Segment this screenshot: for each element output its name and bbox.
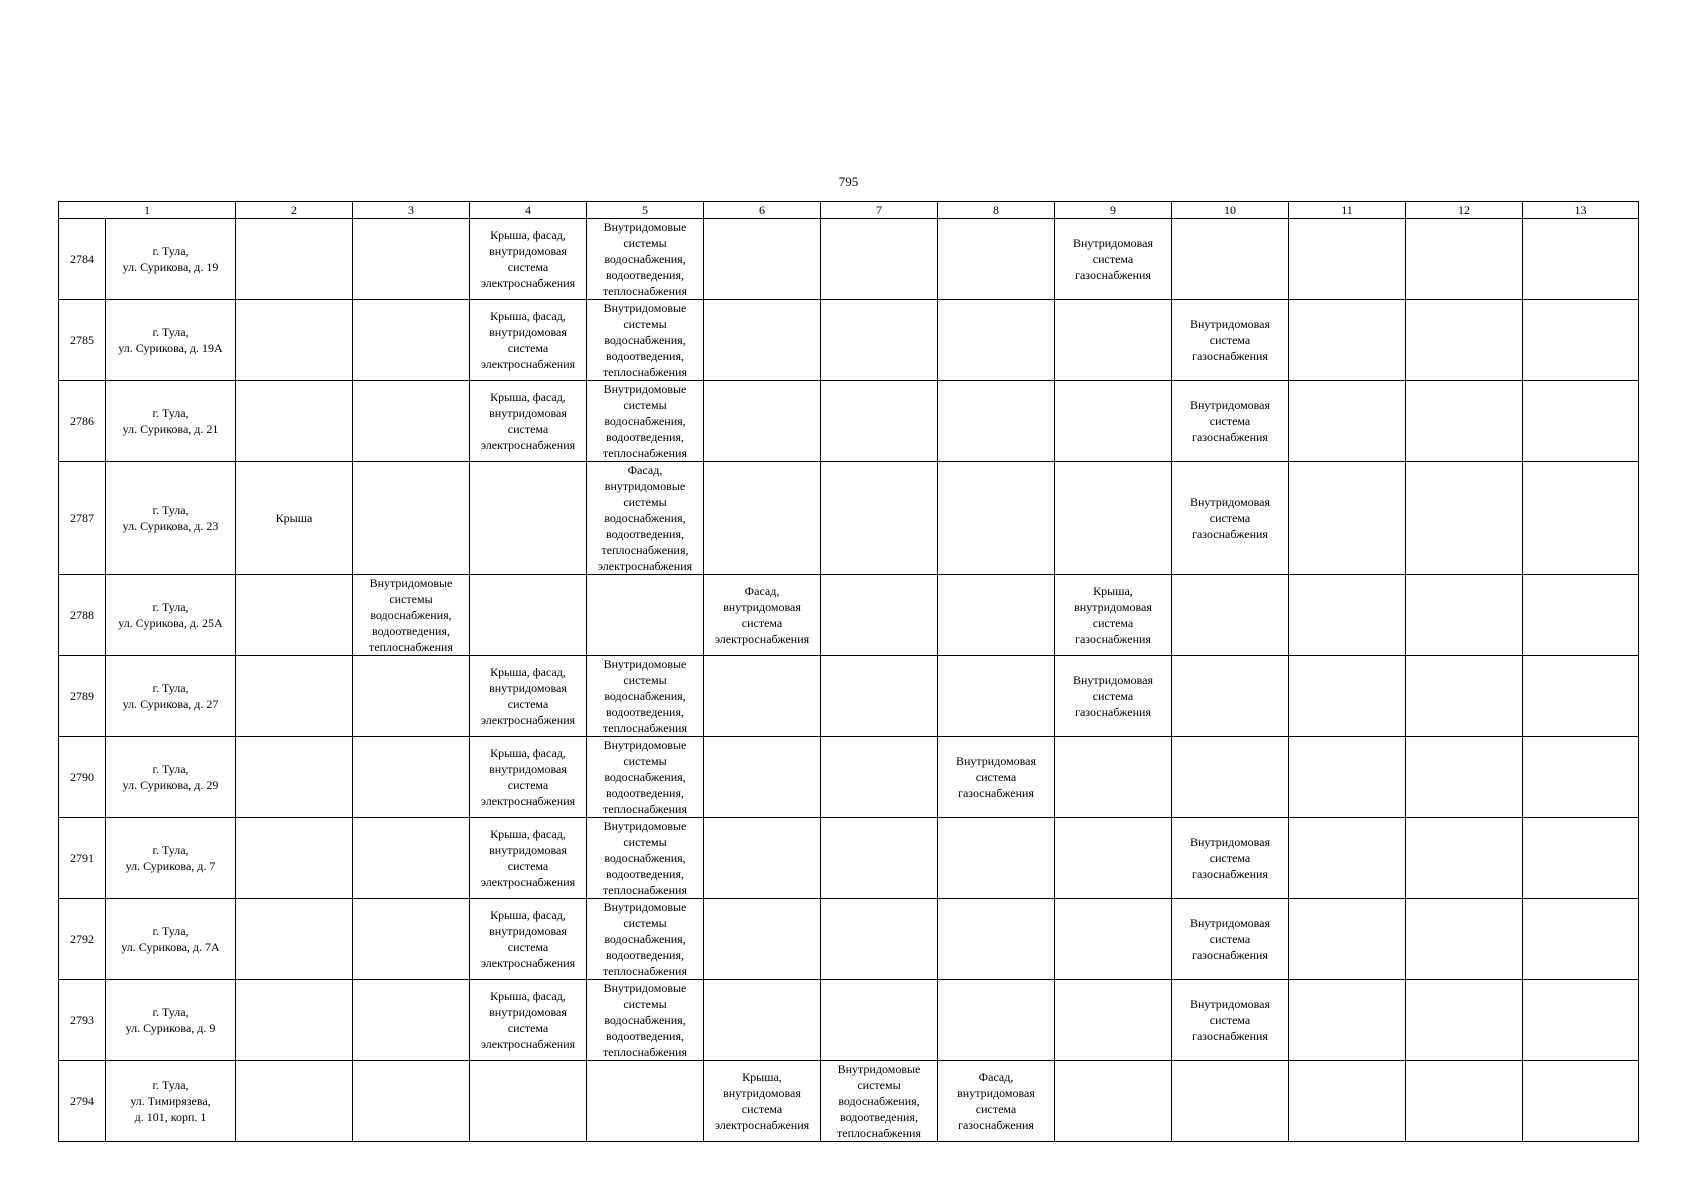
- table-row: [59, 818, 1639, 899]
- address-cell: [106, 381, 236, 462]
- column-header: 10: [1172, 202, 1289, 219]
- work-cell: [353, 575, 470, 656]
- address-cell: [106, 462, 236, 575]
- work-cell: [938, 656, 1055, 737]
- work-cell: [1172, 899, 1289, 980]
- work-cell: [1523, 575, 1639, 656]
- work-cell: [1406, 656, 1523, 737]
- cell-text: Внутридомовые системы водоснабжения, водоотведения, теплоснабжения: [369, 576, 453, 654]
- cell-text: Внутридомовые системы водоснабжения, водоотведения, теплоснабжения: [603, 382, 687, 460]
- cell-text: Внутридомовые системы водоснабжения, водоотведения, теплоснабжения: [603, 657, 687, 735]
- work-cell: [704, 300, 821, 381]
- work-cell: [938, 899, 1055, 980]
- table-row: [59, 462, 1639, 575]
- work-cell: [821, 219, 938, 300]
- work-cell: [353, 656, 470, 737]
- work-cell: [821, 656, 938, 737]
- work-cell: [236, 656, 353, 737]
- work-cell: [821, 899, 938, 980]
- work-cell: [704, 219, 821, 300]
- work-cell: [704, 899, 821, 980]
- work-cell: [1289, 818, 1406, 899]
- work-cell: [353, 818, 470, 899]
- work-cell: [1406, 575, 1523, 656]
- work-cell: [704, 575, 821, 656]
- work-cell: [236, 300, 353, 381]
- work-cell: [236, 575, 353, 656]
- work-cell: [353, 381, 470, 462]
- row-number-cell: [59, 1061, 106, 1142]
- cell-text: г. Тула, ул. Сурикова, д. 7: [125, 843, 216, 873]
- table-row: [59, 219, 1639, 300]
- cell-text: Внутридомовая система газоснабжения: [1189, 317, 1271, 363]
- work-cell: [704, 462, 821, 575]
- cell-text: Внутридомовые системы водоснабжения, водоотведения, теплоснабжения: [603, 900, 687, 978]
- row-number-cell: [59, 462, 106, 575]
- work-cell: [236, 899, 353, 980]
- capital-repair-table: [58, 201, 1639, 1142]
- cell-text: Крыша, фасад, внутридомовая система электроснабжения: [480, 665, 576, 727]
- cell-text: Внутридомовая система газоснабжения: [1189, 835, 1271, 881]
- work-cell: [1172, 1061, 1289, 1142]
- column-header: 13: [1523, 202, 1639, 219]
- work-cell: [704, 656, 821, 737]
- row-number-cell: [59, 737, 106, 818]
- cell-text: г. Тула, ул. Сурикова, д. 29: [122, 762, 219, 792]
- cell-text: г. Тула, ул. Сурикова, д. 19А: [118, 325, 223, 355]
- work-cell: [1172, 381, 1289, 462]
- cell-text: 2789: [70, 689, 94, 703]
- column-header: 3: [353, 202, 470, 219]
- work-cell: [1523, 462, 1639, 575]
- column-header: 6: [704, 202, 821, 219]
- work-cell: [353, 899, 470, 980]
- column-header: 12: [1406, 202, 1523, 219]
- work-cell: [1406, 300, 1523, 381]
- work-cell: [938, 980, 1055, 1061]
- address-cell: [106, 300, 236, 381]
- work-cell: [1406, 1061, 1523, 1142]
- work-cell: [470, 381, 587, 462]
- work-cell: [821, 575, 938, 656]
- cell-text: г. Тула, ул. Сурикова, д. 19: [122, 244, 219, 274]
- work-cell: [1055, 980, 1172, 1061]
- work-cell: [1523, 818, 1639, 899]
- work-cell: [704, 1061, 821, 1142]
- row-number-cell: [59, 381, 106, 462]
- cell-text: г. Тула, ул. Сурикова, д. 27: [122, 681, 219, 711]
- work-cell: [587, 656, 704, 737]
- work-cell: [470, 899, 587, 980]
- work-cell: [470, 980, 587, 1061]
- work-cell: [1172, 300, 1289, 381]
- cell-text: Внутридомовые системы водоснабжения, водоотведения, теплоснабжения: [603, 220, 687, 298]
- work-cell: [1055, 575, 1172, 656]
- address-cell: [106, 980, 236, 1061]
- page-number: 795: [838, 174, 859, 189]
- cell-text: Внутридомовая система газоснабжения: [1189, 495, 1271, 541]
- work-cell: [1172, 219, 1289, 300]
- cell-text: 2791: [70, 851, 94, 865]
- work-cell: [470, 462, 587, 575]
- column-header: 4: [470, 202, 587, 219]
- cell-text: Крыша, фасад, внутридомовая система электроснабжения: [480, 390, 576, 452]
- work-cell: [821, 1061, 938, 1142]
- work-cell: [1289, 575, 1406, 656]
- work-cell: [587, 818, 704, 899]
- cell-text: Внутридомовая система газоснабжения: [1072, 673, 1154, 719]
- work-cell: [1055, 381, 1172, 462]
- work-cell: [938, 737, 1055, 818]
- cell-text: 2793: [70, 1013, 94, 1027]
- work-cell: [353, 300, 470, 381]
- cell-text: Крыша, фасад, внутридомовая система электроснабжения: [480, 309, 576, 371]
- table-row: [59, 300, 1639, 381]
- work-cell: [704, 818, 821, 899]
- row-number-cell: [59, 300, 106, 381]
- work-cell: [587, 219, 704, 300]
- cell-text: 2788: [70, 608, 94, 622]
- work-cell: [1406, 818, 1523, 899]
- cell-text: 2784: [70, 252, 94, 266]
- work-cell: [1172, 980, 1289, 1061]
- work-cell: [236, 737, 353, 818]
- work-cell: [821, 737, 938, 818]
- cell-text: Крыша, фасад, внутридомовая система электроснабжения: [480, 827, 576, 889]
- cell-text: Внутридомовая система газоснабжения: [1072, 236, 1154, 282]
- table-row: [59, 980, 1639, 1061]
- work-cell: [587, 737, 704, 818]
- cell-text: 2790: [70, 770, 94, 784]
- table-row: [59, 899, 1639, 980]
- work-cell: [587, 899, 704, 980]
- work-cell: [587, 1061, 704, 1142]
- column-number-row: [59, 202, 1639, 219]
- work-cell: [353, 980, 470, 1061]
- work-cell: [938, 462, 1055, 575]
- cell-text: Внутридомовые системы водоснабжения, водоотведения, теплоснабжения: [837, 1062, 921, 1140]
- column-header: 5: [587, 202, 704, 219]
- cell-text: Фасад, внутридомовая система газоснабжения: [957, 1070, 1035, 1132]
- work-cell: [1172, 656, 1289, 737]
- work-cell: [1289, 1061, 1406, 1142]
- work-cell: [1055, 737, 1172, 818]
- column-header: 8: [938, 202, 1055, 219]
- address-cell: [106, 899, 236, 980]
- work-cell: [1055, 462, 1172, 575]
- work-cell: [470, 818, 587, 899]
- work-cell: [821, 980, 938, 1061]
- work-cell: [704, 737, 821, 818]
- work-cell: [587, 300, 704, 381]
- work-cell: [353, 219, 470, 300]
- work-cell: [704, 980, 821, 1061]
- cell-text: Крыша, внутридомовая система электроснабжения: [714, 1070, 810, 1132]
- work-cell: [587, 462, 704, 575]
- work-cell: [470, 219, 587, 300]
- cell-text: г. Тула, ул. Сурикова, д. 25А: [118, 600, 223, 630]
- cell-text: 2792: [70, 932, 94, 946]
- work-cell: [1055, 899, 1172, 980]
- work-cell: [1289, 899, 1406, 980]
- cell-text: Внутридомовые системы водоснабжения, водоотведения, теплоснабжения: [603, 819, 687, 897]
- cell-text: Внутридомовая система газоснабжения: [1189, 398, 1271, 444]
- cell-text: Крыша, фасад, внутридомовая система электроснабжения: [480, 989, 576, 1051]
- work-cell: [1055, 219, 1172, 300]
- cell-text: Крыша, внутридомовая система газоснабжения: [1074, 584, 1152, 646]
- work-cell: [1406, 219, 1523, 300]
- cell-text: Внутридомовые системы водоснабжения, водоотведения, теплоснабжения: [603, 981, 687, 1059]
- column-header: 2: [236, 202, 353, 219]
- cell-text: Внутридомовая система газоснабжения: [955, 754, 1037, 800]
- row-number-cell: [59, 219, 106, 300]
- column-header: 11: [1289, 202, 1406, 219]
- work-cell: [236, 1061, 353, 1142]
- work-cell: [938, 300, 1055, 381]
- cell-text: Внутридомовые системы водоснабжения, водоотведения, теплоснабжения: [603, 738, 687, 816]
- cell-text: Крыша: [275, 511, 313, 525]
- cell-text: г. Тула, ул. Тимирязева, д. 101, корп. 1: [130, 1078, 211, 1124]
- work-cell: [1523, 737, 1639, 818]
- work-cell: [470, 300, 587, 381]
- cell-text: Внутридомовая система газоснабжения: [1189, 916, 1271, 962]
- work-cell: [1172, 462, 1289, 575]
- cell-text: г. Тула, ул. Сурикова, д. 21: [122, 406, 219, 436]
- work-cell: [704, 381, 821, 462]
- work-cell: [1055, 1061, 1172, 1142]
- work-cell: [1289, 462, 1406, 575]
- cell-text: 2785: [70, 333, 94, 347]
- table-row: [59, 575, 1639, 656]
- work-cell: [1406, 737, 1523, 818]
- work-cell: [821, 462, 938, 575]
- work-cell: [1406, 462, 1523, 575]
- work-cell: [353, 737, 470, 818]
- cell-text: 2787: [70, 511, 94, 525]
- work-cell: [236, 381, 353, 462]
- work-cell: [1289, 219, 1406, 300]
- cell-text: Крыша, фасад, внутридомовая система электроснабжения: [480, 908, 576, 970]
- work-cell: [1523, 300, 1639, 381]
- work-cell: [353, 1061, 470, 1142]
- work-cell: [1172, 737, 1289, 818]
- row-number-cell: [59, 818, 106, 899]
- table-row: [59, 381, 1639, 462]
- cell-text: г. Тула, ул. Сурикова, д. 7А: [121, 924, 220, 954]
- work-cell: [1523, 656, 1639, 737]
- cell-text: Крыша, фасад, внутридомовая система электроснабжения: [480, 746, 576, 808]
- cell-text: 2786: [70, 414, 94, 428]
- work-cell: [470, 737, 587, 818]
- work-cell: [1406, 381, 1523, 462]
- work-cell: [353, 462, 470, 575]
- work-cell: [1289, 737, 1406, 818]
- address-cell: [106, 656, 236, 737]
- column-header: 9: [1055, 202, 1172, 219]
- work-cell: [938, 219, 1055, 300]
- work-cell: [938, 381, 1055, 462]
- address-cell: [106, 818, 236, 899]
- work-cell: [821, 381, 938, 462]
- work-cell: [236, 818, 353, 899]
- work-cell: [1523, 381, 1639, 462]
- cell-text: Внутридомовые системы водоснабжения, водоотведения, теплоснабжения: [603, 301, 687, 379]
- table-row: [59, 1061, 1639, 1142]
- row-number-cell: [59, 656, 106, 737]
- work-cell: [470, 575, 587, 656]
- work-cell: [1172, 818, 1289, 899]
- column-header: 1: [59, 202, 236, 219]
- cell-text: Крыша, фасад, внутридомовая система электроснабжения: [480, 228, 576, 290]
- work-cell: [1055, 656, 1172, 737]
- address-cell: [106, 219, 236, 300]
- work-cell: [1172, 575, 1289, 656]
- work-cell: [236, 219, 353, 300]
- work-cell: [1289, 980, 1406, 1061]
- work-cell: [587, 381, 704, 462]
- work-cell: [236, 980, 353, 1061]
- cell-text: Фасад, внутридомовые системы водоснабжения, водоотведения, теплоснабжения, электроснабжения: [597, 463, 693, 573]
- column-header: 7: [821, 202, 938, 219]
- work-cell: [236, 462, 353, 575]
- work-cell: [1055, 818, 1172, 899]
- work-cell: [1289, 300, 1406, 381]
- work-cell: [821, 818, 938, 899]
- address-cell: [106, 575, 236, 656]
- work-cell: [1406, 899, 1523, 980]
- row-number-cell: [59, 575, 106, 656]
- work-cell: [587, 575, 704, 656]
- work-cell: [938, 575, 1055, 656]
- row-number-cell: [59, 899, 106, 980]
- address-cell: [106, 737, 236, 818]
- work-cell: [1289, 656, 1406, 737]
- work-cell: [1523, 219, 1639, 300]
- work-cell: [938, 1061, 1055, 1142]
- work-cell: [1055, 300, 1172, 381]
- work-cell: [1406, 980, 1523, 1061]
- row-number-cell: [59, 980, 106, 1061]
- work-cell: [938, 818, 1055, 899]
- cell-text: г. Тула, ул. Сурикова, д. 9: [125, 1005, 216, 1035]
- cell-text: Внутридомовая система газоснабжения: [1189, 997, 1271, 1043]
- cell-text: 2794: [70, 1094, 94, 1108]
- table-row: [59, 737, 1639, 818]
- address-cell: [106, 1061, 236, 1142]
- work-cell: [1523, 980, 1639, 1061]
- cell-text: Фасад, внутридомовая система электроснабжения: [714, 584, 810, 646]
- work-cell: [470, 656, 587, 737]
- cell-text: г. Тула, ул. Сурикова, д. 23: [122, 503, 219, 533]
- work-cell: [1523, 1061, 1639, 1142]
- work-cell: [587, 980, 704, 1061]
- work-cell: [821, 300, 938, 381]
- work-cell: [470, 1061, 587, 1142]
- work-cell: [1523, 899, 1639, 980]
- work-cell: [1289, 381, 1406, 462]
- table-row: [59, 656, 1639, 737]
